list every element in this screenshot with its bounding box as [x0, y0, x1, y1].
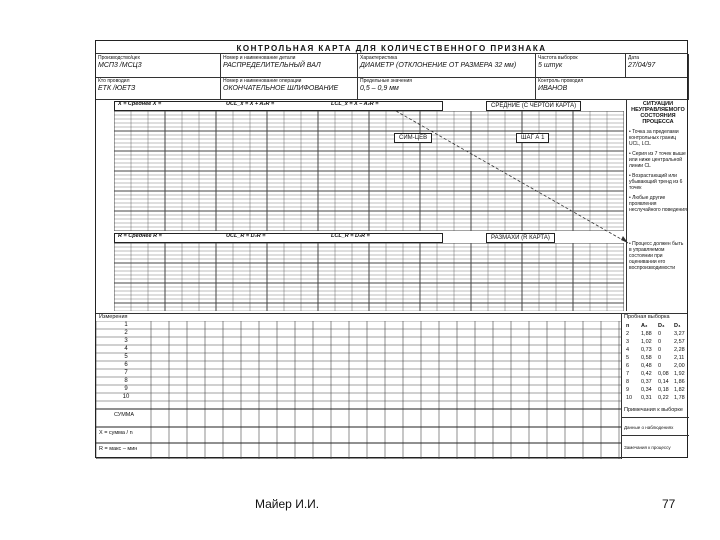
coef-header: Пробная выборка — [624, 314, 670, 320]
coef-cell: 0,08 — [658, 371, 669, 377]
mean-chart-label: СРЕДНИЕ (С ЧЕРТОЙ КАРТА) — [486, 101, 581, 111]
range-label: R = макс – мин — [99, 446, 138, 452]
coef-cell: 7 — [626, 371, 630, 377]
coef-note: Примечания к выборке — [624, 407, 683, 413]
coef-cell: 2,28 — [674, 347, 685, 353]
measure-row-label: 5 — [124, 354, 128, 360]
sum-label: СУММА — [113, 412, 135, 418]
coef-cell: 0,48 — [641, 363, 652, 369]
coef-cell: 1,92 — [674, 371, 685, 377]
measure-row-label: 8 — [124, 378, 128, 384]
coef-cell: 6 — [626, 363, 630, 369]
header-value: ДИАМЕТР (ОТКЛОНЕНИЕ ОТ РАЗМЕРА 32 мм) — [360, 62, 517, 69]
measure-row-label: 6 — [124, 362, 128, 368]
coef-cell: 0 — [658, 355, 662, 361]
measure-row-label: 3 — [124, 338, 128, 344]
measure-row-label: 9 — [124, 386, 128, 392]
header-label: Частота выборок — [538, 55, 578, 61]
header-label: Контроль проводил — [538, 78, 584, 84]
coef-cell: 0,73 — [641, 347, 652, 353]
formula-r-lcl: LCL_R = D₃R = — [331, 233, 370, 239]
step-label: ШАГ А 1 — [516, 133, 549, 143]
formula-r-mean: R = Среднее R = — [118, 233, 162, 239]
header-label: Кто проводил — [98, 78, 130, 84]
range-chart-label: РАЗМАХИ (R КАРТА) — [486, 233, 555, 243]
coef-cell: 4 — [626, 347, 630, 353]
coef-cell: 0,18 — [658, 387, 669, 393]
formula-x-lcl: LCL_x = X – A₂R = — [331, 101, 379, 107]
measure-row-label: 1 — [124, 322, 128, 328]
coef-cell: 0 — [658, 339, 662, 345]
coef-cell: n — [626, 323, 630, 329]
measure-row-label: 2 — [124, 330, 128, 336]
coef-cell: 2 — [626, 331, 630, 337]
coef-cell: 2,11 — [674, 355, 685, 361]
coef-cell: 2,00 — [674, 363, 685, 369]
side-item: • Серия из 7 точек выше или ниже центральной линии CL — [629, 151, 686, 169]
bottom-note-1: Данные о наблюдениях — [624, 425, 674, 430]
measure-row-label: 7 — [124, 370, 128, 376]
header-label: Номер и наименование операции — [223, 78, 302, 84]
coef-cell: 1,02 — [641, 339, 652, 345]
coef-cell: 0 — [658, 331, 662, 337]
coef-cell: 0 — [658, 347, 662, 353]
coef-cell: 5 — [626, 355, 630, 361]
control-chart-form — [95, 40, 688, 458]
header-label: Характеристика — [360, 55, 398, 61]
measure-row-label: 10 — [122, 394, 130, 400]
coef-cell: D₄ — [674, 323, 681, 329]
side-item: • Любые другие проявления неслучайного поведения — [629, 195, 687, 213]
formula-r-ucl: UCL_R = D₄R = — [226, 233, 266, 239]
coef-cell: 0,22 — [658, 395, 669, 401]
measurement-grid — [96, 321, 621, 459]
coef-cell: 3 — [626, 339, 630, 345]
header-value: ИВАНОВ — [538, 85, 568, 92]
coef-cell: 1,86 — [674, 379, 685, 385]
header-value: 27/04/97 — [628, 62, 656, 69]
coef-cell: 0,14 — [658, 379, 669, 385]
footer-page: 77 — [662, 497, 676, 511]
coef-cell: A₂ — [641, 323, 648, 329]
coef-cell: 9 — [626, 387, 630, 393]
header-label: Дата — [628, 55, 640, 61]
coef-cell: D₃ — [658, 323, 665, 329]
header-value: ОКОНЧАТЕЛЬНОЕ ШЛИФОВАНИЕ — [223, 85, 339, 92]
header-label: Номер и наименование детали — [223, 55, 296, 61]
header-value: МСП3 /МСЦ3 — [98, 62, 142, 69]
bottom-note-2: Замечания к процессу — [624, 445, 671, 450]
coef-cell: 1,82 — [674, 387, 685, 393]
header-label: Производство/цех — [98, 55, 140, 61]
side-item: • Возрастающий или убывающий тренд из 6 точек — [629, 173, 683, 191]
coef-cell: 0,34 — [641, 387, 652, 393]
coef-cell: 1,88 — [641, 331, 652, 337]
coef-cell: 0,42 — [641, 371, 652, 377]
form-title: КОНТРОЛЬНАЯ КАРТА ДЛЯ КОЛИЧЕСТВЕННОГО ПРИЗНАКА — [236, 44, 547, 53]
side-note: • Процесс должен быть в управляемом состоянии при оценивании его воспроизводимости — [629, 241, 684, 271]
coef-cell: 1,78 — [674, 395, 685, 401]
side-title: СИТУАЦИИ НЕУПРАВЛЯЕМОГО СОСТОЯНИЯ ПРОЦЕССА — [631, 101, 685, 125]
measure-header: Измерения — [99, 314, 128, 320]
header-value: РАСПРЕДЕЛИТЕЛЬНЫЙ ВАЛ — [223, 62, 321, 69]
header-label: Предельные значения — [360, 78, 412, 84]
coef-cell: 0,58 — [641, 355, 652, 361]
mean-label: X = сумма / n — [99, 430, 133, 436]
median-label: СИМ-ЦЕВ — [394, 133, 432, 143]
coef-cell: 3,27 — [674, 331, 685, 337]
formula-x-mean: X = Среднее X = — [118, 101, 162, 107]
measure-row-label: 4 — [124, 346, 128, 352]
header-value: 0,5 – 0,9 мм — [360, 85, 399, 92]
header-value: 5 штук — [538, 62, 563, 69]
coef-cell: 2,57 — [674, 339, 685, 345]
coef-cell: 10 — [626, 395, 633, 401]
side-item: • Точка за пределами контрольных границ UCL, LCL — [629, 129, 679, 147]
coef-cell: 0,37 — [641, 379, 652, 385]
coef-cell: 8 — [626, 379, 630, 385]
coef-cell: 0 — [658, 363, 662, 369]
header-value: ЕТК /ЮЕТЗ — [98, 85, 136, 92]
footer-author: Майер И.И. — [255, 497, 320, 511]
formula-x-ucl: UCL_x = X + A₂R = — [226, 101, 275, 107]
coef-cell: 0,31 — [641, 395, 652, 401]
